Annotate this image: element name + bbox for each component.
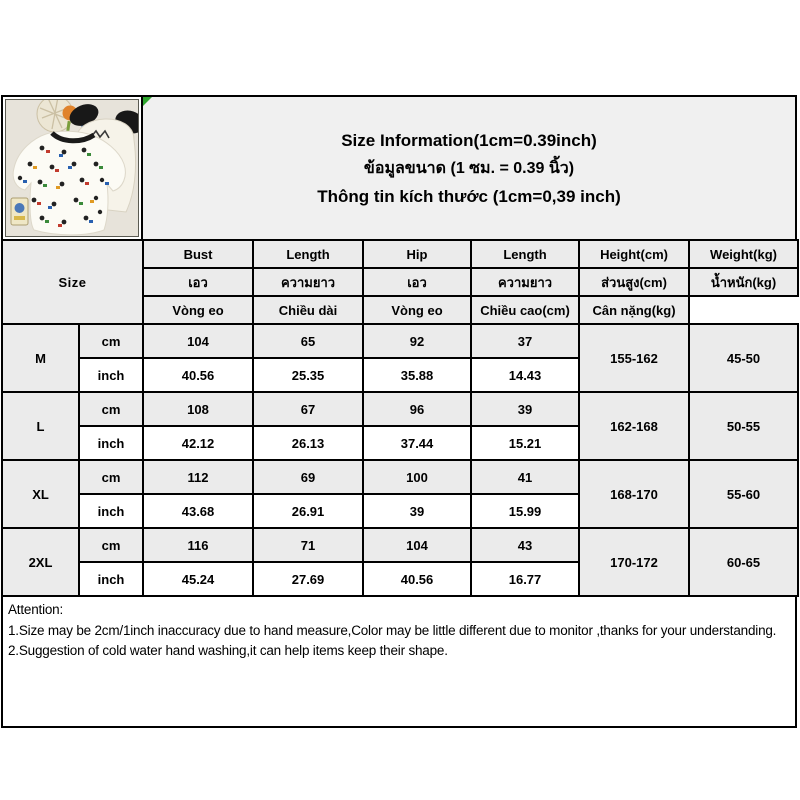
col-header-hip-vi: Vòng eo bbox=[363, 296, 471, 324]
product-photo-graphic bbox=[6, 100, 138, 236]
col-header-bust-vi: Vòng eo bbox=[143, 296, 253, 324]
value-2xl-length2-cm: 43 bbox=[471, 528, 579, 562]
unit-cell-cm: cm bbox=[79, 528, 143, 562]
size-chart-sheet bbox=[1, 95, 797, 728]
col-header-height-vi: Chiều cao(cm) bbox=[471, 296, 579, 324]
size-header-cell: Size bbox=[2, 240, 143, 324]
value-xl-length2-cm: 41 bbox=[471, 460, 579, 494]
value-m-bust-cm: 104 bbox=[143, 324, 253, 358]
value-xl-height: 168-170 bbox=[579, 460, 689, 528]
value-2xl-bust-inch: 45.24 bbox=[143, 562, 253, 596]
header-row bbox=[1, 95, 797, 239]
value-l-length1-cm: 67 bbox=[253, 392, 363, 426]
unit-cell-inch: inch bbox=[79, 426, 143, 460]
value-xl-weight: 55-60 bbox=[689, 460, 798, 528]
col-header-length2-th: ความยาว bbox=[471, 268, 579, 296]
value-m-length2-inch: 14.43 bbox=[471, 358, 579, 392]
size-label-2xl: 2XL bbox=[2, 528, 79, 596]
value-2xl-height: 170-172 bbox=[579, 528, 689, 596]
value-m-height: 155-162 bbox=[579, 324, 689, 392]
value-xl-length1-cm: 69 bbox=[253, 460, 363, 494]
value-l-length2-inch: 15.21 bbox=[471, 426, 579, 460]
size-label-xl: XL bbox=[2, 460, 79, 528]
unit-cell-cm: cm bbox=[79, 324, 143, 358]
unit-cell-inch: inch bbox=[79, 562, 143, 596]
unit-cell-cm: cm bbox=[79, 392, 143, 426]
col-header-weight-vi: Cân nặng(kg) bbox=[579, 296, 689, 324]
attention-heading: Attention: bbox=[8, 602, 64, 617]
value-xl-hip-inch: 39 bbox=[363, 494, 471, 528]
row-2xl-cm bbox=[2, 528, 798, 562]
value-2xl-length2-inch: 16.77 bbox=[471, 562, 579, 596]
col-header-length1-th: ความยาว bbox=[253, 268, 363, 296]
value-xl-bust-inch: 43.68 bbox=[143, 494, 253, 528]
value-xl-length1-inch: 26.91 bbox=[253, 494, 363, 528]
size-label-l: L bbox=[2, 392, 79, 460]
value-l-bust-inch: 42.12 bbox=[143, 426, 253, 460]
value-l-hip-cm: 96 bbox=[363, 392, 471, 426]
col-header-weight-th: น้ำหนัก(kg) bbox=[689, 268, 798, 296]
col-header-bust-en: Bust bbox=[143, 240, 253, 268]
value-l-bust-cm: 108 bbox=[143, 392, 253, 426]
col-header-weight-en: Weight(kg) bbox=[689, 240, 798, 268]
unit-cell-cm: cm bbox=[79, 460, 143, 494]
col-header-hip-th: เอว bbox=[363, 268, 471, 296]
attention-note-2: 2.Suggestion of cold water hand washing,it can help items keep their shape. bbox=[8, 643, 448, 658]
value-xl-length2-inch: 15.99 bbox=[471, 494, 579, 528]
value-l-weight: 50-55 bbox=[689, 392, 798, 460]
size-label-m: M bbox=[2, 324, 79, 392]
row-xl-cm bbox=[2, 460, 798, 494]
value-2xl-length1-cm: 71 bbox=[253, 528, 363, 562]
value-2xl-bust-cm: 116 bbox=[143, 528, 253, 562]
value-l-length1-inch: 26.13 bbox=[253, 426, 363, 460]
product-photo bbox=[6, 100, 138, 236]
header-row-en bbox=[2, 240, 798, 268]
col-header-hip-en: Hip bbox=[363, 240, 471, 268]
cell-corner-marker bbox=[143, 97, 152, 106]
value-m-bust-inch: 40.56 bbox=[143, 358, 253, 392]
value-m-length2-cm: 37 bbox=[471, 324, 579, 358]
value-m-length1-cm: 65 bbox=[253, 324, 363, 358]
row-m-cm bbox=[2, 324, 798, 358]
col-header-height-th: ส่วนสูง(cm) bbox=[579, 268, 689, 296]
value-m-length1-inch: 25.35 bbox=[253, 358, 363, 392]
value-2xl-hip-inch: 40.56 bbox=[363, 562, 471, 596]
value-xl-hip-cm: 100 bbox=[363, 460, 471, 494]
value-l-length2-cm: 39 bbox=[471, 392, 579, 426]
unit-cell-inch: inch bbox=[79, 358, 143, 392]
value-2xl-weight: 60-65 bbox=[689, 528, 798, 596]
value-2xl-hip-cm: 104 bbox=[363, 528, 471, 562]
col-header-length2-en: Length bbox=[471, 240, 579, 268]
value-2xl-length1-inch: 27.69 bbox=[253, 562, 363, 596]
value-m-hip-inch: 35.88 bbox=[363, 358, 471, 392]
page-title-vi: Thông tin kích thước (1cm=0,39 inch) bbox=[317, 186, 621, 206]
hang-tag-icon bbox=[11, 198, 28, 225]
value-m-hip-cm: 92 bbox=[363, 324, 471, 358]
col-header-length1-vi: Chiều dài bbox=[253, 296, 363, 324]
product-photo-cell bbox=[3, 97, 143, 239]
attention-notes bbox=[1, 597, 797, 728]
page-title-en: Size Information(1cm=0.39inch) bbox=[341, 130, 597, 150]
col-header-bust-th: เอว bbox=[143, 268, 253, 296]
size-table bbox=[1, 239, 799, 597]
unit-cell-inch: inch bbox=[79, 494, 143, 528]
page-title-th: ข้อมูลขนาด (1 ซม. = 0.39 นิ้ว) bbox=[363, 159, 575, 177]
value-l-hip-inch: 37.44 bbox=[363, 426, 471, 460]
attention-note-1: 1.Size may be 2cm/1inch inaccuracy due to hand measure,Color may be little different due to monitor ,thanks for your understanding. bbox=[8, 622, 777, 638]
row-l-cm bbox=[2, 392, 798, 426]
title-cell bbox=[143, 97, 795, 239]
value-l-height: 162-168 bbox=[579, 392, 689, 460]
col-header-height-en: Height(cm) bbox=[579, 240, 689, 268]
value-xl-bust-cm: 112 bbox=[143, 460, 253, 494]
col-header-length1-en: Length bbox=[253, 240, 363, 268]
value-m-weight: 45-50 bbox=[689, 324, 798, 392]
